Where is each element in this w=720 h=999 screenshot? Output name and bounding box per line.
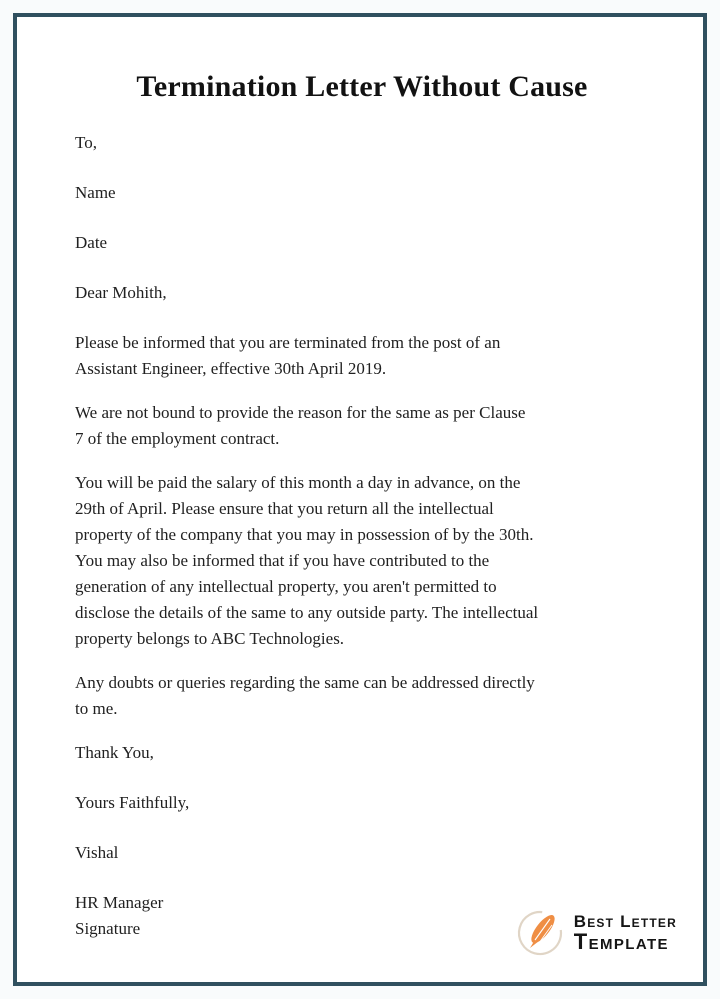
logo-text-line1: Best Letter bbox=[573, 911, 677, 931]
paragraph-queries: Any doubts or queries regarding the same can be addressed directly to me. bbox=[75, 673, 535, 718]
paragraph-termination-notice: Please be informed that you are terminated from the post of an Assistant Engineer, effective 30th April 2019. bbox=[75, 333, 501, 378]
brand-logo bbox=[514, 902, 677, 964]
paragraph-clause: We are not bound to provide the reason for the same as per Clause 7 of the employment contract. bbox=[75, 403, 526, 448]
logo-text bbox=[574, 913, 677, 954]
paragraph-salary-ip: You will be paid the salary of this month a day in advance, on the 29th of April. Please ensure that you return all the intellectual property of the company that you may in possession of by the 30th. You may also be informed that if you have contributed to the generation of any intellectual property, you aren't permitted to disclose the details of the same to any outside party. The intellectual property belongs to ABC Technologies. bbox=[75, 473, 539, 648]
signatory-name: Vishal bbox=[75, 843, 119, 862]
salutation: Dear Mohith, bbox=[75, 283, 167, 302]
logo-text-line2: Template bbox=[573, 929, 669, 955]
letter-title: Termination Letter Without Cause bbox=[136, 70, 588, 103]
recipient-to: To, bbox=[75, 133, 97, 152]
signatory-role: HR Manager Signature bbox=[75, 893, 164, 938]
thank-you: Thank You, bbox=[75, 743, 154, 762]
letter-date: Date bbox=[75, 233, 108, 252]
letter-frame bbox=[13, 13, 707, 986]
sign-off: Yours Faithfully, bbox=[75, 793, 190, 812]
recipient-name: Name bbox=[75, 183, 116, 202]
quill-icon bbox=[514, 902, 572, 964]
